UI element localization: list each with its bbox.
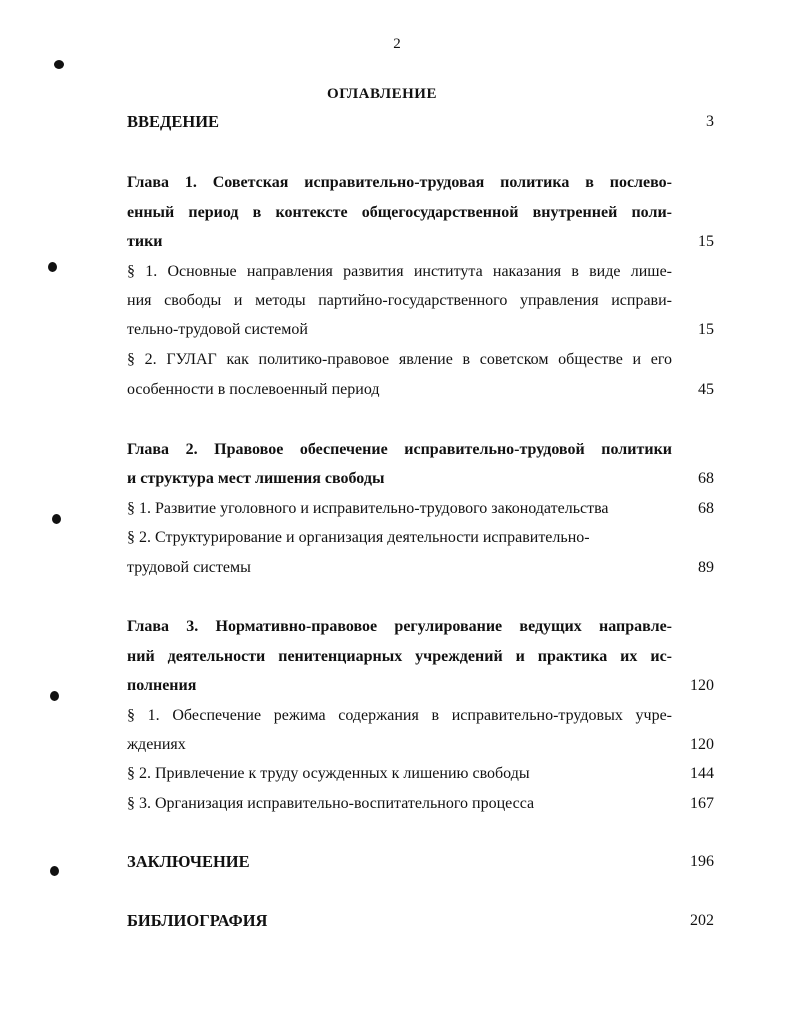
binder-hole-mark	[48, 262, 57, 272]
toc-entry-bibliography: БИБЛИОГРАФИЯ	[127, 911, 268, 930]
chapter2-section2-line-2: трудовой системы	[127, 559, 251, 576]
toc-page-bibliography: 202	[690, 912, 714, 929]
toc-page-introduction: 3	[706, 113, 714, 130]
chapter3-title-line-1: Глава 3. Нормативно-правовое регулирование ведущих направле-	[127, 618, 672, 635]
chapter1-title-line-2: енный период в контексте общегосударственной внутренней поли-	[127, 204, 672, 221]
chapter1-page: 15	[698, 233, 714, 250]
chapter2-title-line-1: Глава 2. Правовое обеспечение исправительно-трудовой политики	[127, 441, 672, 458]
chapter1-section2-line-1: § 2. ГУЛАГ как политико-правовое явление в советском обществе и его	[127, 351, 672, 368]
chapter1-title-line-1: Глава 1. Советская исправительно-трудовая политика в послево-	[127, 174, 672, 191]
chapter2-page: 68	[698, 470, 714, 487]
toc-title: ОГЛАВЛЕНИЕ	[327, 86, 437, 102]
chapter3-section2-line-1: § 2. Привлечение к труду осужденных к лишению свободы	[127, 765, 530, 782]
chapter1-title-line-3: тики	[127, 233, 163, 250]
chapter2-section1-page: 68	[698, 500, 714, 517]
chapter3-page: 120	[690, 677, 714, 694]
chapter2-title-line-2: и структура мест лишения свободы	[127, 470, 385, 487]
binder-hole-mark	[50, 691, 59, 701]
chapter2-section2-page: 89	[698, 559, 714, 576]
chapter3-section3-line-1: § 3. Организация исправительно-воспитательного процесса	[127, 795, 535, 812]
chapter2-section2-line-1: § 2. Структурирование и организация деятельности исправительно-	[127, 529, 590, 546]
chapter3-section3-page: 167	[690, 795, 714, 812]
toc-entry-introduction: ВВЕДЕНИЕ	[127, 112, 220, 131]
toc-page-conclusion: 196	[690, 853, 714, 870]
toc-entry-conclusion: ЗАКЛЮЧЕНИЕ	[127, 852, 250, 871]
chapter1-section1-page: 15	[698, 321, 714, 338]
page-number: 2	[393, 36, 401, 52]
chapter1-section1-line-3: тельно-трудовой системой	[127, 321, 308, 338]
chapter1-section2-page: 45	[698, 381, 714, 398]
chapter1-section2-line-2: особенности в послевоенный период	[127, 381, 380, 398]
chapter3-section1-line-2: ждениях	[127, 736, 186, 753]
chapter3-title-line-2: ний деятельности пенитенциарных учреждений и практика их ис-	[127, 648, 672, 665]
chapter3-section2-page: 144	[690, 765, 714, 782]
chapter1-section1-line-2: ния свободы и методы партийно-государственного управления исправи-	[127, 292, 672, 309]
chapter2-section1-line-1: § 1. Развитие уголовного и исправительно-трудового законодательства	[127, 500, 609, 517]
chapter3-section1-page: 120	[690, 736, 714, 753]
chapter3-section1-line-1: § 1. Обеспечение режима содержания в исправительно-трудовых учре-	[127, 707, 672, 724]
binder-hole-mark	[50, 866, 59, 876]
binder-hole-mark	[54, 60, 64, 69]
chapter3-title-line-3: полнения	[127, 677, 197, 694]
binder-hole-mark	[52, 514, 61, 524]
chapter1-section1-line-1: § 1. Основные направления развития института наказания в виде лише-	[127, 263, 672, 280]
